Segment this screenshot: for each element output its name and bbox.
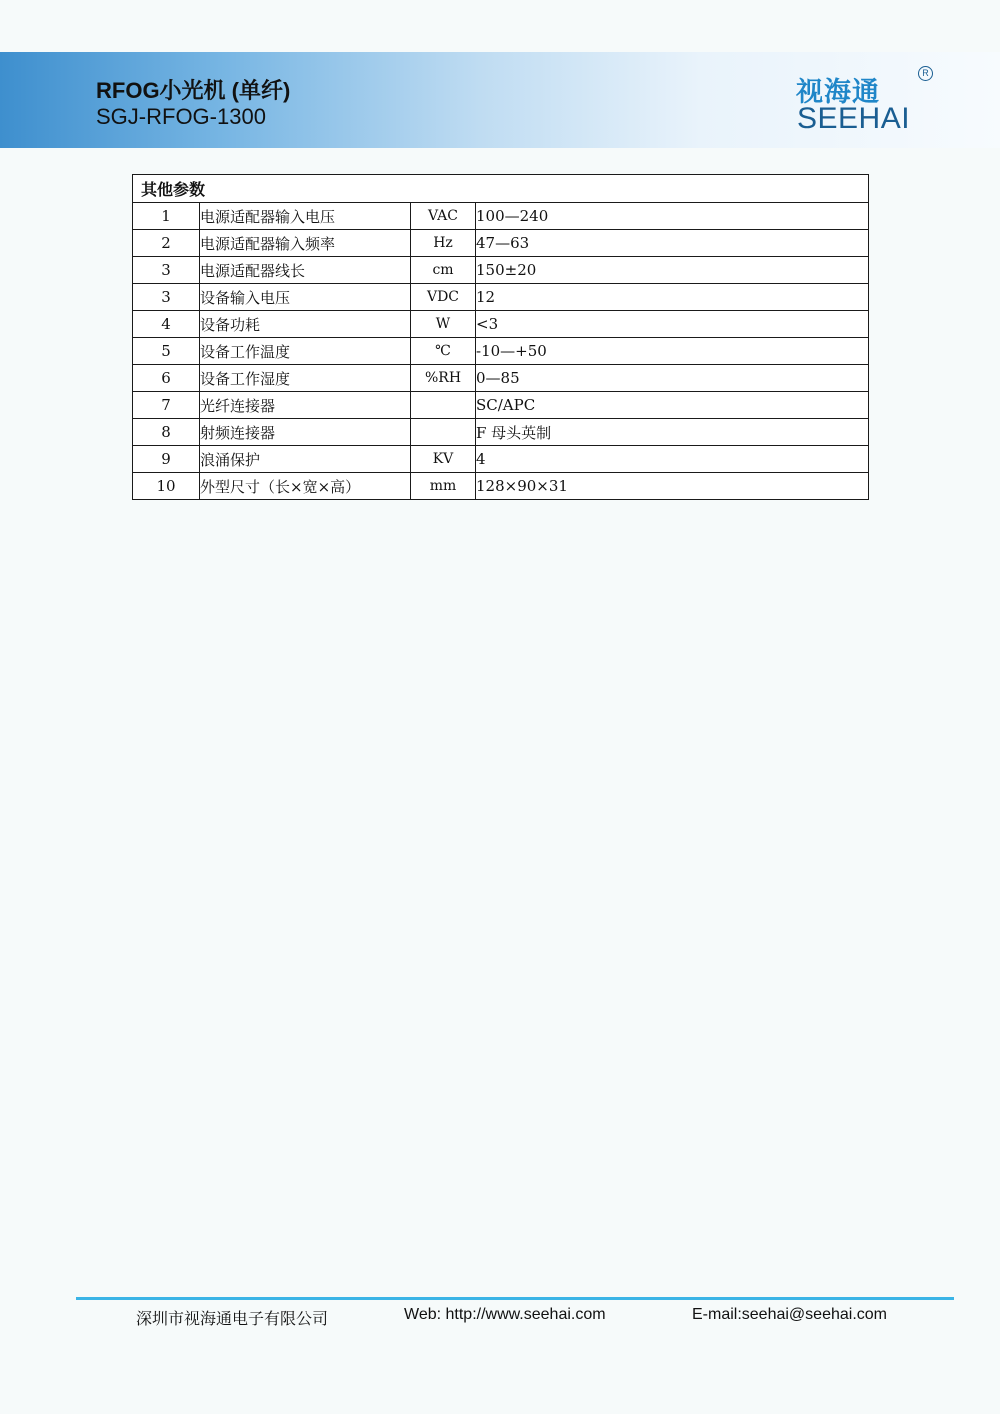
parameter-unit (411, 392, 476, 419)
row-number: 3 (133, 257, 200, 284)
table-row (133, 338, 869, 365)
footer-divider (76, 1297, 954, 1300)
parameter-name: 设备功耗 (200, 311, 411, 338)
parameter-unit: Hz (411, 230, 476, 257)
parameter-unit: VAC (411, 203, 476, 230)
parameter-value: 100—240 (476, 203, 869, 230)
parameter-name: 设备输入电压 (200, 284, 411, 311)
parameter-name: 射频连接器 (200, 419, 411, 446)
table-title-row (133, 175, 869, 203)
table-row (133, 365, 869, 392)
parameter-name: 电源适配器线长 (200, 257, 411, 284)
parameter-value: <3 (476, 311, 869, 338)
table-row (133, 473, 869, 500)
parameter-unit (411, 419, 476, 446)
product-model: SGJ-RFOG-1300 (96, 104, 266, 129)
parameter-name: 电源适配器输入频率 (200, 230, 411, 257)
parameter-value: 47—63 (476, 230, 869, 257)
parameter-name: 光纤连接器 (200, 392, 411, 419)
parameter-unit: mm (411, 473, 476, 500)
table-row (133, 446, 869, 473)
parameter-name: 电源适配器输入电压 (200, 203, 411, 230)
parameter-unit: %RH (411, 365, 476, 392)
registered-mark-icon: R (918, 66, 933, 81)
parameter-value: 150±20 (476, 257, 869, 284)
parameter-unit: VDC (411, 284, 476, 311)
row-number: 8 (133, 419, 200, 446)
footer-email: E-mail:seehai@seehai.com (692, 1306, 887, 1323)
parameter-value: 4 (476, 446, 869, 473)
parameter-name: 外型尺寸（长×宽×高） (200, 473, 411, 500)
table-row (133, 203, 869, 230)
row-number: 6 (133, 365, 200, 392)
table-row (133, 257, 869, 284)
parameter-unit: ℃ (411, 338, 476, 365)
parameter-value: F 母头英制 (476, 419, 869, 446)
table-row (133, 230, 869, 257)
logo-chinese-text: 视海通 (796, 77, 880, 108)
footer-company: 深圳市视海通电子有限公司 (136, 1311, 329, 1328)
table-row (133, 284, 869, 311)
parameter-value: 0—85 (476, 365, 869, 392)
table-row (133, 311, 869, 338)
row-number: 1 (133, 203, 200, 230)
logo-english-text: SEEHAI (797, 102, 911, 135)
parameter-value: 128×90×31 (476, 473, 869, 500)
parameter-unit: W (411, 311, 476, 338)
row-number: 10 (133, 473, 200, 500)
row-number: 2 (133, 230, 200, 257)
row-number: 7 (133, 392, 200, 419)
parameter-name: 设备工作湿度 (200, 365, 411, 392)
seehai-logo (796, 66, 936, 138)
parameter-value: -10—+50 (476, 338, 869, 365)
parameter-unit: KV (411, 446, 476, 473)
row-number: 4 (133, 311, 200, 338)
row-number: 3 (133, 284, 200, 311)
parameter-unit: cm (411, 257, 476, 284)
parameter-value: SC/APC (476, 392, 869, 419)
row-number: 5 (133, 338, 200, 365)
parameters-table (132, 174, 869, 500)
row-number: 9 (133, 446, 200, 473)
parameter-name: 浪涌保护 (200, 446, 411, 473)
parameter-name: 设备工作温度 (200, 338, 411, 365)
footer-website: Web: http://www.seehai.com (404, 1306, 606, 1323)
table-title: 其他参数 (133, 175, 869, 203)
parameter-value: 12 (476, 284, 869, 311)
table-body (133, 203, 869, 500)
table-row (133, 419, 869, 446)
product-title: RFOG小光机 (单纤) (96, 78, 291, 103)
table-row (133, 392, 869, 419)
